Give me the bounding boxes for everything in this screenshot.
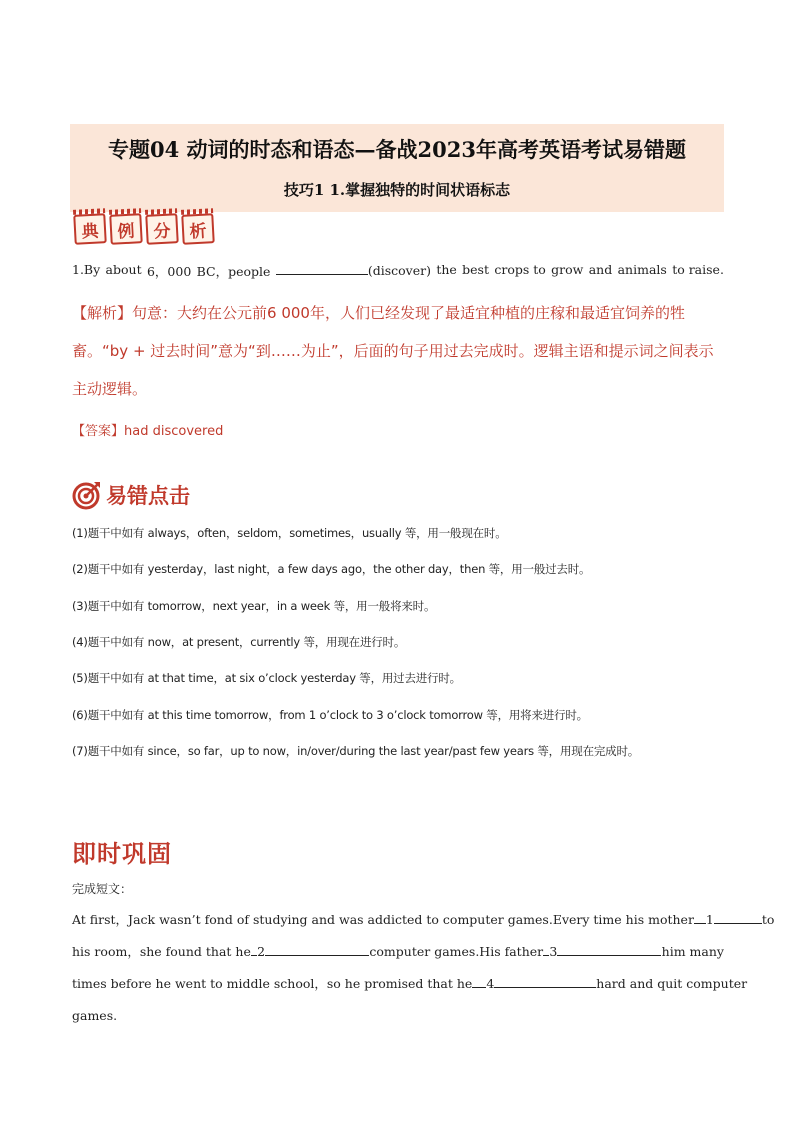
question-hint: (discover): [367, 263, 431, 278]
question-word: grow: [551, 262, 584, 277]
page-title: 专题04 动词的时态和语态—备战2023年高考英语考试易错题: [108, 137, 686, 162]
passage-text: computer games.His father: [369, 944, 544, 959]
analysis-block: [72, 294, 724, 408]
passage-line: [72, 936, 724, 968]
analysis-tag: 【解析】: [72, 304, 133, 322]
question-word: and: [588, 262, 613, 277]
answer-tag: 【答案】: [72, 424, 125, 439]
rule-item: (2)题干中如有 yesterday，last night，a few days ago，the other day，then 等，用一般过去时。: [72, 562, 591, 576]
blank-3[interactable]: 3: [543, 936, 661, 968]
analysis-text: 句意：大约在公元前6 000年，人们已经发现了最适宜种植的庄稼和最适宜饲养的牲畜。“by + 过去时间”意为“到……为止”，后面的句子用过去完成时。逻辑主语和提示词之间表示主动逻辑。: [72, 304, 714, 398]
question-word: to raise.: [672, 262, 724, 277]
cloze-passage: [72, 904, 775, 1032]
passage-text: to: [761, 912, 775, 927]
passage-text: his room，she found that he: [72, 944, 251, 959]
practice-instruction: 完成短文：: [72, 882, 133, 896]
question-blank[interactable]: [276, 262, 431, 280]
passage-line: games.: [72, 1008, 118, 1023]
passage-text: hard and quit computer: [596, 976, 748, 991]
section-subtitle: 技巧1 1.掌握独特的时间状语标志: [283, 181, 511, 199]
question-1: [72, 262, 724, 280]
mistakes-heading-text: 易错点击: [106, 484, 190, 508]
blank-2[interactable]: 2: [251, 936, 369, 968]
question-word: the: [436, 262, 457, 277]
badge-char: 例: [109, 213, 143, 245]
question-word: animals: [617, 262, 667, 277]
blank-1[interactable]: 1: [694, 904, 762, 936]
practice-heading-text: 即时巩固: [72, 840, 172, 868]
passage-text: At first，Jack wasn’t fond of studying and was addicted to computer games.Every time his mother: [72, 912, 694, 927]
blank-4[interactable]: 4: [472, 968, 596, 1000]
question-word: about: [105, 262, 142, 277]
answer-block: [72, 420, 223, 439]
question-word: 1.By: [72, 262, 101, 277]
passage-text: him many: [661, 944, 724, 959]
example-analysis-badge: [74, 214, 214, 244]
badge-char: 分: [145, 213, 179, 245]
rule-item: (1)题干中如有 always，often，seldom，sometimes，usually 等，用一般现在时。: [72, 526, 507, 540]
practice-heading: [72, 834, 172, 869]
question-word: BC，people: [196, 264, 271, 279]
rule-item: (7)题干中如有 since，so far，up to now，in/over/during the last year/past few years 等，用现在完成时。: [72, 744, 640, 758]
badge-char: 典: [73, 213, 107, 245]
passage-line: [72, 904, 775, 936]
passage-line: [72, 968, 748, 1000]
question-word: best: [462, 262, 489, 277]
question-word: crops to: [494, 262, 546, 277]
rule-item: (5)题干中如有 at that time，at six o’clock yesterday 等，用过去进行时。: [72, 671, 461, 685]
rule-item: (6)题干中如有 at this time tomorrow，from 1 o’clock to 3 o’clock tomorrow 等，用将来进行时。: [72, 708, 588, 722]
question-word: 6，000: [146, 264, 192, 279]
mistakes-heading: [72, 480, 190, 510]
rule-item: (4)题干中如有 now，at present，currently 等，用现在进行时。: [72, 635, 406, 649]
target-icon: [72, 480, 102, 510]
passage-text: times before he went to middle school，so he promised that he: [72, 976, 473, 991]
rule-item: (3)题干中如有 tomorrow，next year，in a week 等，用一般将来时。: [72, 599, 436, 613]
badge-char: 析: [181, 213, 215, 245]
answer-text: had discovered: [124, 424, 224, 439]
